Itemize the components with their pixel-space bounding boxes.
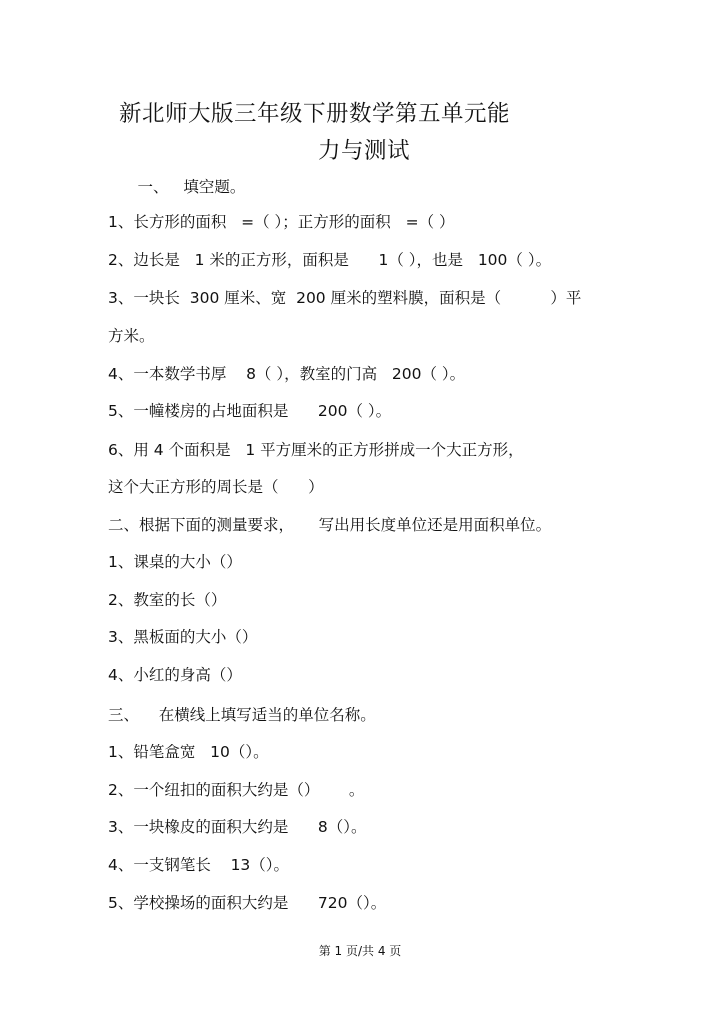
question-2-3: 3、黑板面的大小（） — [108, 628, 258, 646]
question-1-6: 6、用 4 个面积是 1 平方厘米的正方形拼成一个大正方形， — [108, 441, 524, 459]
question-3-5: 5、学校操场的面积大约是 720（）。 — [108, 894, 387, 912]
question-1-3-continued: 方米。 — [108, 327, 155, 345]
section-heading-units: 二、根据下面的测量要求， 写出用长度单位还是用面积单位。 — [108, 516, 552, 534]
question-3-1: 1、铅笔盒宽 10（）。 — [108, 743, 269, 761]
section-heading-unit-names: 三、 在横线上填写适当的单位名称。 — [108, 706, 376, 724]
question-1-1: 1、长方形的面积 =（ ）；正方形的面积 =（ ） — [108, 213, 455, 231]
page-number: 第 1 页/共 4 页 — [318, 944, 402, 958]
page-title-line-2: 力与测试 — [318, 138, 411, 164]
question-2-2: 2、教室的长（） — [108, 591, 227, 609]
section-heading-fill-blank: 一、 填空题。 — [108, 178, 246, 196]
question-1-4: 4、一本数学书厚 8（ ），教室的门高 200（ ）。 — [108, 365, 466, 383]
page-title-line-1: 新北师大版三年级下册数学第五单元能 — [119, 101, 511, 127]
question-3-3: 3、一块橡皮的面积大约是 8（）。 — [108, 818, 367, 836]
question-2-4: 4、小红的身高（） — [108, 666, 242, 684]
question-1-3: 3、一块长 300 厘米、宽 200 厘米的塑料膜，面积是（ ）平 — [108, 289, 582, 307]
question-1-6-continued: 这个大正方形的周长是（ ） — [108, 478, 324, 496]
question-1-5: 5、一幢楼房的占地面积是 200（ ）。 — [108, 402, 392, 420]
question-3-2: 2、一个纽扣的面积大约是（） 。 — [108, 781, 365, 799]
question-2-1: 1、课桌的大小（） — [108, 553, 242, 571]
question-3-4: 4、一支钢笔长 13（）。 — [108, 856, 290, 874]
question-1-2: 2、边长是 1 米的正方形，面积是 1（ ），也是 100（ ）。 — [108, 251, 552, 269]
